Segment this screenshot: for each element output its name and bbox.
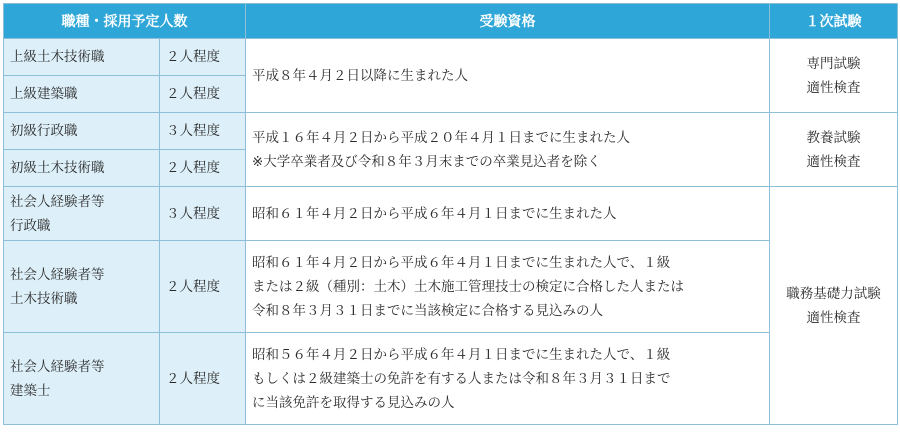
count-cell: ３人程度	[160, 187, 246, 241]
job-name-cell: 上級土木技術職	[4, 39, 160, 76]
job-name-cell: 初級土木技術職	[4, 150, 160, 187]
count-cell: ２人程度	[160, 76, 246, 113]
qualification-cell: 平成１６年４月２日から平成２０年４月１日までに生まれた人 ※大学卒業者及び令和８年３月末までの卒業見込者を除く	[246, 113, 770, 187]
qualification-cell: 平成８年４月２日以降に生まれた人	[246, 39, 770, 113]
header-first-exam: １次試験	[770, 4, 898, 39]
qualification-cell: 昭和５６年４月２日から平成６年４月１日までに生まれた人で、１級 もしくは２級建築士の免許を有する人または令和８年３月３１日まで に当該免許を取得する見込みの人	[246, 333, 770, 425]
exam-cell: 専門試験 適性検査	[770, 39, 898, 113]
count-cell: ２人程度	[160, 333, 246, 425]
table-row	[4, 113, 898, 150]
job-name-cell: 社会人経験者等 土木技術職	[4, 241, 160, 333]
table-row	[4, 241, 898, 333]
count-cell: ３人程度	[160, 113, 246, 150]
header-qualification: 受験資格	[246, 4, 770, 39]
qualification-cell: 昭和６１年４月２日から平成６年４月１日までに生まれた人	[246, 187, 770, 241]
count-cell: ２人程度	[160, 241, 246, 333]
job-name-cell: 社会人経験者等 建築士	[4, 333, 160, 425]
exam-cell: 教養試験 適性検査	[770, 113, 898, 187]
table-row	[4, 187, 898, 241]
recruitment-table	[3, 3, 898, 425]
job-name-cell: 社会人経験者等 行政職	[4, 187, 160, 241]
table-row	[4, 333, 898, 425]
table-row	[4, 39, 898, 76]
count-cell: ２人程度	[160, 39, 246, 76]
qualification-cell: 昭和６１年４月２日から平成６年４月１日までに生まれた人で、１級 または２級（種別：土木）土木施工管理技士の検定に合格した人または 令和８年３月３１日までに当該検定に合格する見込みの人	[246, 241, 770, 333]
job-name-cell: 初級行政職	[4, 113, 160, 150]
header-row	[4, 4, 898, 39]
count-cell: ２人程度	[160, 150, 246, 187]
header-job-count: 職種・採用予定人数	[4, 4, 246, 39]
exam-cell: 職務基礎力試験 適性検査	[770, 187, 898, 425]
job-name-cell: 上級建築職	[4, 76, 160, 113]
